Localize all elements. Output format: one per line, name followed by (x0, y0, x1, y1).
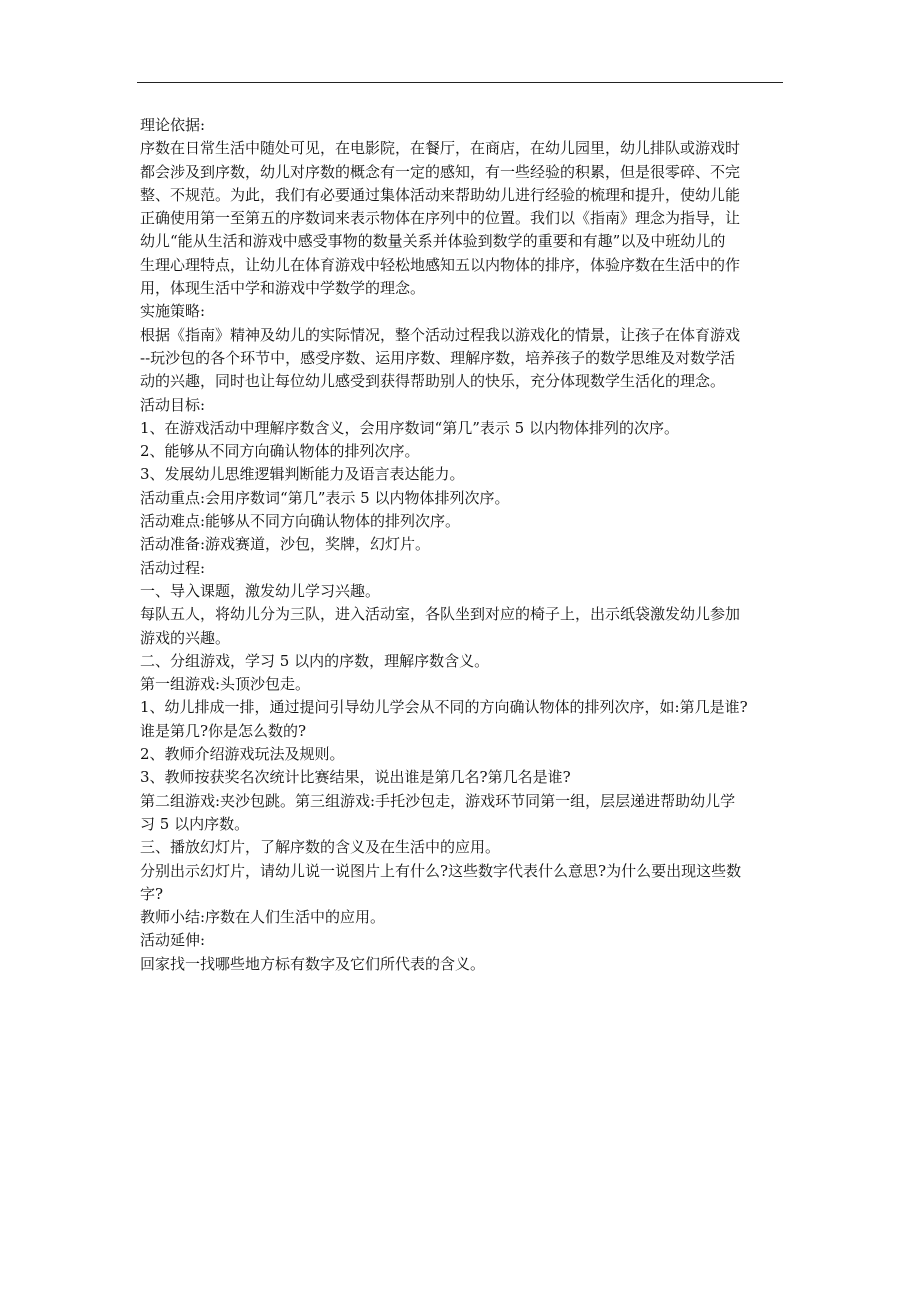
text-line: 每队五人，将幼儿分为三队，进入活动室，各队坐到对应的椅子上，出示纸袋激发幼儿参加 (140, 605, 741, 624)
document-body (140, 114, 790, 976)
text-line: 理论依据: (140, 116, 206, 134)
text-line: 动的兴趣，同时也让每位幼儿感受到获得帮助别人的快乐，充分体现数学生活化的理念。 (140, 372, 726, 391)
text-line: 活动重点:会用序数词“第几”表示 5 以内物体排列次序。 (140, 488, 510, 507)
text-line: 字? (140, 884, 164, 903)
text-line: 3、发展幼儿思维逻辑判断能力及语言表达能力。 (140, 465, 465, 484)
text-line: 幼儿“能从生活和游戏中感受事物的数量关系并体验到数学的重要和有趣”以及中班幼儿的 (140, 232, 726, 251)
text-line: 谁是第几?你是怎么数的? (140, 721, 307, 740)
text-line: 生理心理特点，让幼儿在体育游戏中轻松地感知五以内物体的排序，体验序数在生活中的作 (140, 255, 741, 274)
text-line: 活动过程: (140, 558, 206, 577)
text-line: 教师小结:序数在人们生活中的应用。 (140, 908, 386, 927)
text-line: 2、能够从不同方向确认物体的排列次序。 (140, 442, 420, 461)
text-line: 第二组游戏:夹沙包跳。第三组游戏:手托沙包走，游戏环节同第一组，层层递进帮助幼儿学 (140, 791, 736, 810)
text-line: 活动难点:能够从不同方向确认物体的排列次序。 (140, 512, 461, 531)
text-line: 一、导入课题，激发幼儿学习兴趣。 (140, 581, 381, 600)
text-line: 2、教师介绍游戏玩法及规则。 (140, 745, 345, 764)
text-line: 活动准备:游戏赛道，沙包，奖牌，幻灯片。 (140, 535, 431, 554)
text-line: 活动目标: (140, 395, 206, 414)
text-line: 习 5 以内序数。 (140, 814, 250, 833)
text-line: 用，体现生活中学和游戏中学数学的理念。 (140, 279, 426, 298)
text-line: 1、幼儿排成一排，通过提问引导幼儿学会从不同的方向确认物体的排列次序，如:第几是谁? (140, 698, 748, 717)
text-line: 根据《指南》精神及幼儿的实际情况，整个活动过程我以游戏化的情景，让孩子在体育游戏 (140, 325, 741, 344)
text-line: 分别出示幻灯片，请幼儿说一说图片上有什么?这些数字代表什么意思?为什么要出现这些数 (140, 861, 742, 880)
text-line: 3、教师按获奖名次统计比赛结果，说出谁是第几名?第几名是谁? (140, 768, 571, 787)
text-line: 1、在游戏活动中理解序数含义，会用序数词“第几”表示 5 以内物体排列的次序。 (140, 418, 679, 437)
text-line: 活动延伸: (140, 931, 206, 950)
text-line: --玩沙包的各个环节中，感受序数、运用序数、理解序数，培养孩子的数学思维及对数学活 (140, 348, 736, 367)
text-line: 实施策略: (140, 302, 206, 321)
text-line: 回家找一找哪些地方标有数字及它们所代表的含义。 (140, 954, 486, 973)
text-line: 第一组游戏:头顶沙包走。 (140, 675, 311, 694)
header-rule (137, 82, 783, 83)
text-line: 二、分组游戏，学习 5 以内的序数，理解序数含义。 (140, 651, 490, 670)
text-line: 都会涉及到序数，幼儿对序数的概念有一定的感知，有一些经验的积累，但是很零碎、不完 (140, 162, 741, 181)
text-line: 整、不规范。为此，我们有必要通过集体活动来帮助幼儿进行经验的梳理和提升，使幼儿能 (140, 185, 741, 204)
text-line: 正确使用第一至第五的序数词来表示物体在序列中的位置。我们以《指南》理念为指导，让 (140, 209, 741, 228)
text-line: 序数在日常生活中随处可见，在电影院，在餐厅，在商店，在幼儿园里，幼儿排队或游戏时 (140, 139, 741, 158)
text-line: 游戏的兴趣。 (140, 628, 231, 647)
text-line: 三、播放幻灯片，了解序数的含义及在生活中的应用。 (140, 838, 501, 857)
